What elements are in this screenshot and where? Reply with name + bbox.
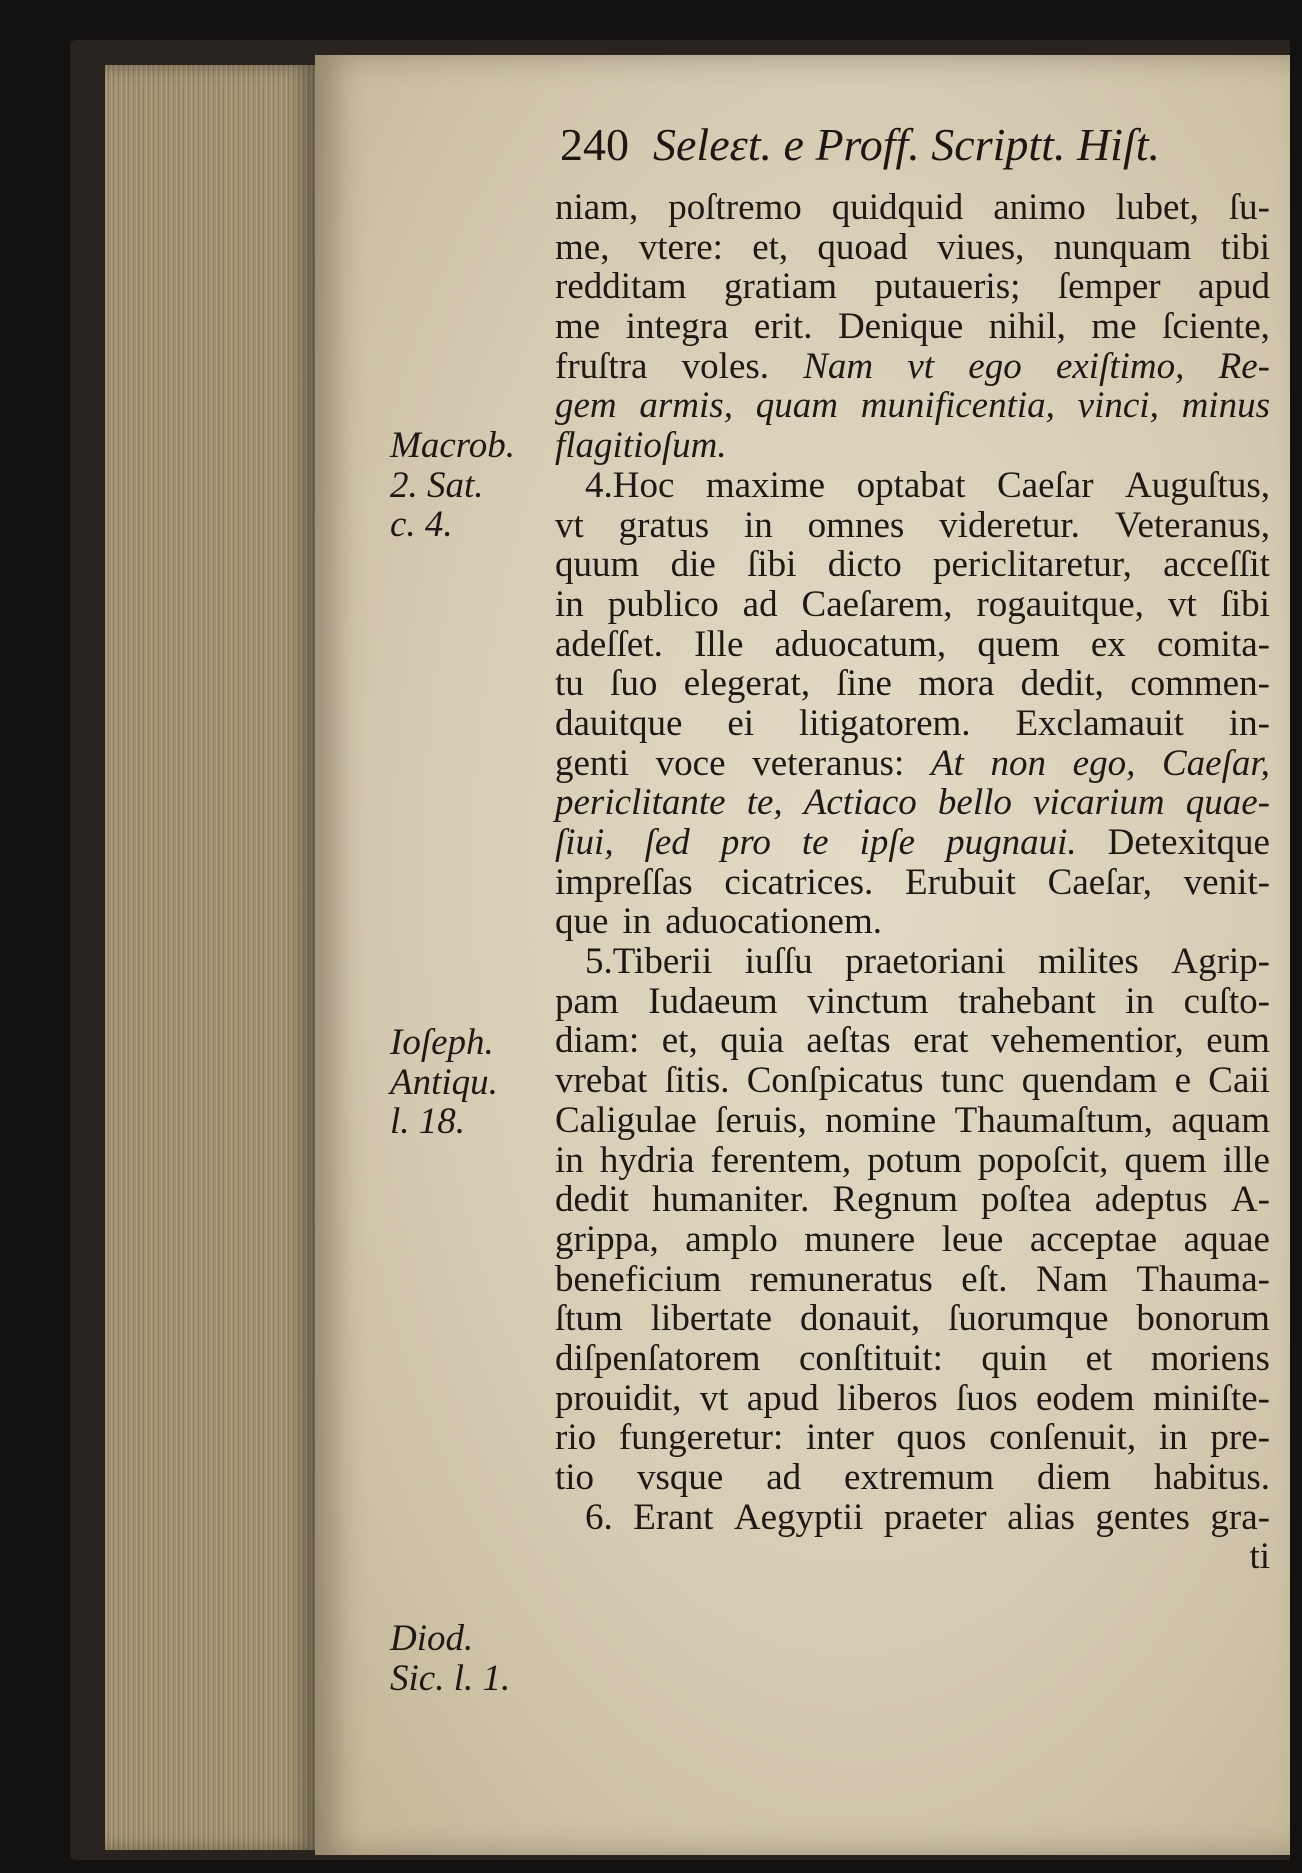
word: ad (766, 1457, 802, 1498)
word: quae- (1185, 782, 1270, 824)
word: rio (555, 1417, 597, 1459)
word: A- (1230, 1179, 1270, 1221)
word: quin (981, 1337, 1048, 1379)
word: prouidit, (555, 1377, 682, 1419)
margin-note-line: 2. Sat. (390, 464, 484, 506)
word: ſeruis, (715, 1099, 807, 1141)
word: periclitaretur, (933, 544, 1132, 586)
word: litigatorem. (798, 702, 971, 744)
word: te (801, 822, 829, 863)
running-title: Seleɛt. e Proff. Scriptt. Hiſt. (653, 119, 1161, 170)
text-line (555, 1061, 1270, 1101)
word: praeter (883, 1496, 987, 1538)
word: potum (867, 1139, 962, 1181)
word: Iudaeum (648, 980, 778, 1022)
text-line (555, 1021, 1270, 1061)
text-line (555, 267, 1270, 307)
word: popoſcit, (977, 1139, 1109, 1181)
word: ipſe (859, 822, 916, 863)
word: periclitante (555, 782, 726, 824)
word: Detexitque (1107, 822, 1270, 863)
text-line (555, 902, 1270, 942)
word: munere (804, 1218, 916, 1260)
word: aquam (1171, 1099, 1270, 1141)
word: aeſtas (806, 1020, 891, 1062)
word: vinctum (807, 980, 929, 1022)
word: Caii (1208, 1060, 1270, 1102)
word: in (1158, 1417, 1188, 1459)
word: integra (625, 306, 729, 348)
word: flagitioſum. (555, 425, 727, 467)
word: e (1174, 1060, 1192, 1102)
word: ſibi (1220, 583, 1270, 625)
text-line (555, 704, 1270, 744)
word: maxime (705, 464, 826, 506)
word: gratus (618, 504, 710, 546)
running-header (560, 118, 1250, 168)
word: redditam (555, 266, 687, 308)
word: quendam (1021, 1060, 1158, 1102)
word: mora (918, 663, 995, 705)
body-text (555, 188, 1270, 1577)
word: Auguſtus, (1125, 464, 1270, 506)
word: tunc (940, 1060, 1005, 1102)
word: vtere: (638, 226, 723, 268)
text-line (555, 506, 1270, 546)
margin-note-line: Sic. l. 1. (390, 1657, 511, 1699)
word: gra- (1210, 1496, 1270, 1538)
word: non (990, 742, 1046, 784)
word: libertate (650, 1298, 772, 1340)
word: cicatrices. (724, 861, 874, 903)
margin-note-line: c. 4. (390, 504, 453, 546)
word: pro (720, 822, 771, 863)
word: humaniter. (652, 1179, 810, 1221)
word: voce (655, 742, 726, 784)
word: gratiam (723, 266, 837, 308)
word: ad (742, 583, 778, 625)
word: aquae (1183, 1218, 1270, 1260)
text-line (555, 1220, 1270, 1260)
word: ſitis. (664, 1060, 730, 1102)
word: gentes (1095, 1496, 1190, 1538)
word: adeptus (1094, 1179, 1208, 1221)
word: tu (555, 663, 584, 705)
word: rogauitque, (976, 583, 1144, 625)
word: Caligulae (555, 1099, 697, 1141)
word: eodem (1035, 1377, 1135, 1419)
word: Caeſarem, (801, 583, 953, 625)
word: apud (746, 1377, 819, 1419)
word: in (555, 583, 584, 625)
word: in (744, 504, 773, 546)
word: pre- (1210, 1417, 1270, 1459)
word: gem (555, 385, 617, 427)
margin-note-line: l. 18. (390, 1101, 466, 1143)
word: ſu- (1228, 187, 1270, 228)
word: bello (937, 782, 1012, 824)
word: te, (746, 782, 783, 824)
word: nihil, (988, 306, 1066, 348)
word: Nam (1036, 1258, 1108, 1300)
word: Re- (1218, 345, 1270, 387)
text-line (555, 744, 1270, 784)
word: Caeſar, (1162, 742, 1270, 784)
text-line (555, 1418, 1270, 1458)
word: quos (896, 1417, 967, 1459)
word: quem (977, 623, 1060, 665)
word: ſemper (1057, 266, 1161, 308)
text-line (555, 625, 1270, 665)
word: trahebant (958, 980, 1096, 1022)
word: minus (1181, 385, 1270, 427)
word: habitus. (1153, 1457, 1270, 1498)
word: vehementior, (991, 1020, 1184, 1062)
word: acceſſit (1163, 544, 1270, 586)
word: 5.Tiberii (585, 941, 713, 983)
word: ego, (1072, 742, 1136, 784)
word: bonorum (1136, 1298, 1270, 1340)
word: conſenuit, (989, 1417, 1137, 1459)
word: ei (727, 702, 755, 744)
word: die (670, 544, 716, 586)
word: commen- (1130, 663, 1270, 705)
text-line (555, 1101, 1270, 1141)
word: ego (968, 345, 1022, 387)
word: diem (1036, 1457, 1111, 1498)
word: venit- (1183, 861, 1270, 903)
text-line (555, 466, 1270, 506)
word: eſt. (961, 1258, 1008, 1300)
word: dedit (555, 1179, 629, 1221)
text-line (555, 545, 1270, 585)
word: remuneratus (749, 1258, 933, 1300)
word: apud (1198, 266, 1270, 308)
word: optabat (856, 464, 966, 506)
word: pam (555, 980, 619, 1022)
text-line (555, 1299, 1270, 1339)
margin-note-line: Diod. (390, 1618, 474, 1659)
word: quam (755, 385, 838, 427)
margin-note-line: Ioſeph. (390, 1022, 494, 1063)
word: comita- (1156, 623, 1270, 665)
word: 4.Hoc (585, 464, 675, 506)
word: cuſto- (1183, 980, 1270, 1022)
word: videretur. (939, 504, 1080, 546)
word: amplo (685, 1218, 778, 1260)
word: Thauma- (1136, 1258, 1270, 1300)
word: Erubuit (904, 861, 1016, 903)
word: armis, (639, 385, 733, 427)
page-number: 240 (560, 119, 629, 170)
word: vsque (636, 1457, 724, 1498)
text-line (555, 228, 1270, 268)
word: publico (607, 583, 719, 625)
text-line (555, 664, 1270, 704)
word: in (555, 1139, 584, 1181)
word: Caeſar (997, 464, 1094, 506)
text-line (555, 347, 1270, 387)
word: vt (907, 345, 935, 387)
text-line (555, 982, 1270, 1022)
word: nunquam (1053, 226, 1192, 268)
text-line (555, 1180, 1270, 1220)
word: beneficium (555, 1258, 722, 1300)
margin-note-line: Macrob. (390, 425, 516, 466)
word: diſpenſatorem (555, 1337, 761, 1379)
margin-note-josephus (390, 1023, 540, 1142)
word: quum (555, 544, 640, 586)
text-line (555, 783, 1270, 823)
word: ille (1222, 1139, 1270, 1181)
word: adeſſet. (555, 623, 663, 665)
word: vt (1167, 583, 1197, 625)
text-line (555, 426, 1270, 466)
word: ſuo (610, 663, 658, 705)
word: me, (555, 226, 610, 268)
word: inter (805, 1417, 874, 1459)
word: tio (555, 1457, 595, 1498)
word: Veteranus, (1114, 504, 1270, 546)
word: erit. (753, 306, 813, 348)
word: 6. (585, 1496, 613, 1538)
word: quem (1124, 1139, 1207, 1181)
text-line (555, 188, 1270, 228)
word: moriens (1150, 1337, 1270, 1379)
word: veteranus: (752, 742, 905, 784)
word: praetoriani (845, 941, 1006, 983)
word: At (930, 742, 964, 784)
word: ſciente, (1162, 306, 1270, 348)
word: ſibi (747, 544, 797, 586)
word: grippa, (555, 1218, 659, 1260)
word: Erant (633, 1496, 714, 1538)
word: dicto (827, 544, 902, 586)
margin-note-macrobius (390, 426, 540, 545)
word: dauitque (555, 702, 683, 744)
word: ſine (836, 663, 892, 705)
word: ſuorumque (948, 1298, 1109, 1340)
word: quidquid (831, 187, 964, 228)
word: ferentem, (710, 1139, 852, 1181)
word: ſiui, (555, 822, 614, 863)
word: in (622, 901, 652, 943)
word: vrebat (555, 1060, 648, 1102)
page-edges (105, 65, 315, 1850)
text-line (555, 307, 1270, 347)
text-line (555, 585, 1270, 625)
text-line (555, 1260, 1270, 1300)
word: hydria (599, 1139, 695, 1181)
word: diam: (555, 1020, 640, 1062)
word: extremum (844, 1457, 995, 1498)
word: exiſtimo, (1055, 345, 1185, 387)
word: et, (661, 1020, 698, 1062)
word: elegerat, (683, 663, 811, 705)
text-line (555, 1537, 1270, 1577)
word: donauit, (799, 1298, 921, 1340)
word: ſuos (955, 1377, 1018, 1419)
word: voles. (681, 345, 770, 387)
word: poſtea (981, 1179, 1072, 1221)
word: munificentia, (860, 385, 1055, 427)
word: aduocatum, (774, 623, 947, 665)
word: Conſpicatus (746, 1060, 924, 1102)
word: aduocationem. (665, 901, 882, 943)
word: omnes (807, 504, 905, 546)
word: viues, (937, 226, 1025, 268)
word: Exclamauit (1015, 702, 1184, 744)
word: in (1125, 980, 1155, 1022)
word: Caeſar, (1047, 861, 1152, 903)
text-line (555, 1339, 1270, 1379)
word: Actiaco (803, 782, 917, 824)
word: putaueris; (874, 266, 1021, 308)
word: conſtituit: (798, 1337, 943, 1379)
word: animo (993, 187, 1086, 228)
word: me (1091, 306, 1137, 348)
text-line (555, 823, 1270, 863)
text-line (555, 386, 1270, 426)
word: Denique (837, 306, 964, 348)
word: ſed (644, 822, 690, 863)
word: miniſte- (1152, 1377, 1270, 1419)
word: ti (1249, 1536, 1270, 1578)
text-line (555, 863, 1270, 903)
word: erat (913, 1020, 969, 1062)
word: iuſſu (744, 941, 813, 983)
word: Agrip- (1171, 941, 1270, 983)
word: milites (1038, 941, 1139, 983)
word: dedit, (1020, 663, 1104, 705)
word: vicarium (1033, 782, 1165, 824)
word: fruſtra (555, 345, 648, 387)
word: Regnum (832, 1179, 958, 1221)
word: pugnaui. (946, 822, 1077, 863)
word: que (555, 901, 609, 943)
word: Thaumaſtum, (954, 1099, 1153, 1141)
margin-note-diodorus (390, 1619, 540, 1698)
word: vt (699, 1377, 729, 1419)
text-line (555, 1498, 1270, 1538)
text-line (555, 1458, 1270, 1498)
word: leue (941, 1218, 1004, 1260)
word: nomine (825, 1099, 937, 1141)
word: eum (1206, 1020, 1270, 1062)
text-line (555, 1379, 1270, 1419)
word: vinci, (1077, 385, 1159, 427)
word: tibi (1220, 226, 1270, 268)
margin-note-line: Antiqu. (390, 1061, 498, 1103)
word: impreſſas (555, 861, 693, 903)
word: Nam (803, 345, 874, 387)
word: vt (555, 504, 584, 546)
word: in- (1228, 702, 1270, 744)
word: fungeretur: (618, 1417, 784, 1459)
word: genti (555, 742, 629, 784)
word: ex (1090, 623, 1126, 665)
text-line (555, 1141, 1270, 1181)
word: liberos (836, 1377, 938, 1419)
word: lubet, (1115, 187, 1199, 228)
word: poſtremo (668, 187, 802, 228)
word: Ille (694, 623, 744, 665)
word: alias (1007, 1496, 1075, 1538)
word: ſtum (555, 1298, 623, 1340)
word: quoad (817, 226, 908, 268)
word: et, (752, 226, 789, 268)
word: Aegyptii (733, 1496, 864, 1538)
word: quia (720, 1020, 784, 1062)
word: et (1085, 1337, 1113, 1379)
text-line (555, 942, 1270, 982)
word: me (555, 306, 601, 348)
word: niam, (555, 187, 639, 228)
word: acceptae (1029, 1218, 1158, 1260)
